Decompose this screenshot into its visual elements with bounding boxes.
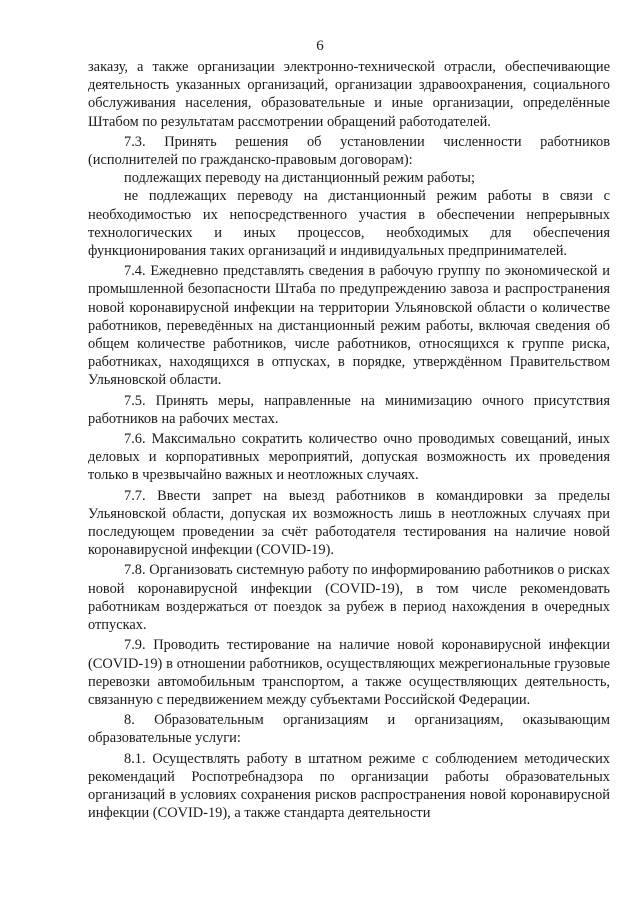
paragraph-7-3-item-remote: подлежащих переводу на дистанционный режим работы; bbox=[124, 170, 475, 187]
paragraph-7-9: 7.9. Проводить тестирование на наличие новой коронавирусной инфекции (COVID-19) в отношении работников, осуществляющих межрегиональные грузовые перевозки автомобильным транспортом, а также осуществляющих деятельность, связанную с передвижением между субъектами Российской Федерации. bbox=[88, 637, 610, 708]
paragraph-7-7: 7.7. Ввести запрет на выезд работников в командировки за пределы Ульяновской области, допуская их возможность лишь в неотложных случаях при последующем проведении за счёт работодателя тестирования на наличие новой коронавирусной инфекции (COVID-19). bbox=[88, 487, 610, 559]
document-body bbox=[88, 58, 610, 822]
paragraph-7-4: 7.4. Ежедневно представлять сведения в рабочую группу по экономической и промышленной безопасности Штаба по предупреждению завоза и распространения новой коронавирусной инфекции на территории Ульяновской области о количестве работников, переведённых на дистанционный режим работы, включая сведения об общем количестве работников, числе работников, относящихся к группе риска, работниках, находящихся в отпусках, в порядке, утверждённом Правительством Ульяновской области. bbox=[88, 263, 610, 389]
paragraph-8: 8. Образовательным организациям и организациям, оказывающим образовательные услуги: bbox=[88, 712, 610, 747]
paragraph-continuation: заказу, а также организации электронно-технической отрасли, обеспечивающие деятельность указанных организаций, организации здравоохранения, социального обслуживания населения, образовательные и иные организации, определённые Штабом по результатам рассмотрении обращений работодателей. bbox=[88, 59, 610, 130]
paragraph-7-3: 7.3. Принять решения об установлении численности работников (исполнителей по гражданско-правовым договорам): bbox=[88, 133, 610, 169]
paragraph-7-6: 7.6. Максимально сократить количество очно проводимых совещаний, иных деловых и корпоративных мероприятий, допуская возможность их проведения только в чрезвычайно важных и неотложных случаях. bbox=[88, 431, 610, 484]
paragraph-7-5: 7.5. Принять меры, направленные на минимизацию очного присутствия работников на рабочих местах. bbox=[88, 392, 610, 427]
paragraph-7-3-item-not-remote: не подлежащих переводу на дистанционный режим работы в связи с необходимостью их непосредственного участия в обеспечении непрерывных технологических и иных процессов, необходимых для обеспечения функционирования таких организаций и индивидуальных предпринимателей. bbox=[88, 188, 610, 260]
paragraph-8-1: 8.1. Осуществлять работу в штатном режиме с соблюдением методических рекомендаций Роспотребнадзора по организации работы образовательных организаций в условиях сохранения рисков распространения новой коронавирусной инфекции (COVID-19), а также стандарта деятельности bbox=[88, 750, 610, 822]
page-number: 6 bbox=[316, 38, 324, 54]
paragraph-7-8: 7.8. Организовать системную работу по информированию работников о рисках новой коронавирусной инфекции (COVID-19), в том числе рекомендовать работникам воздержаться от поездок за рубеж в период нахождения в очередных отпусках. bbox=[88, 562, 610, 634]
